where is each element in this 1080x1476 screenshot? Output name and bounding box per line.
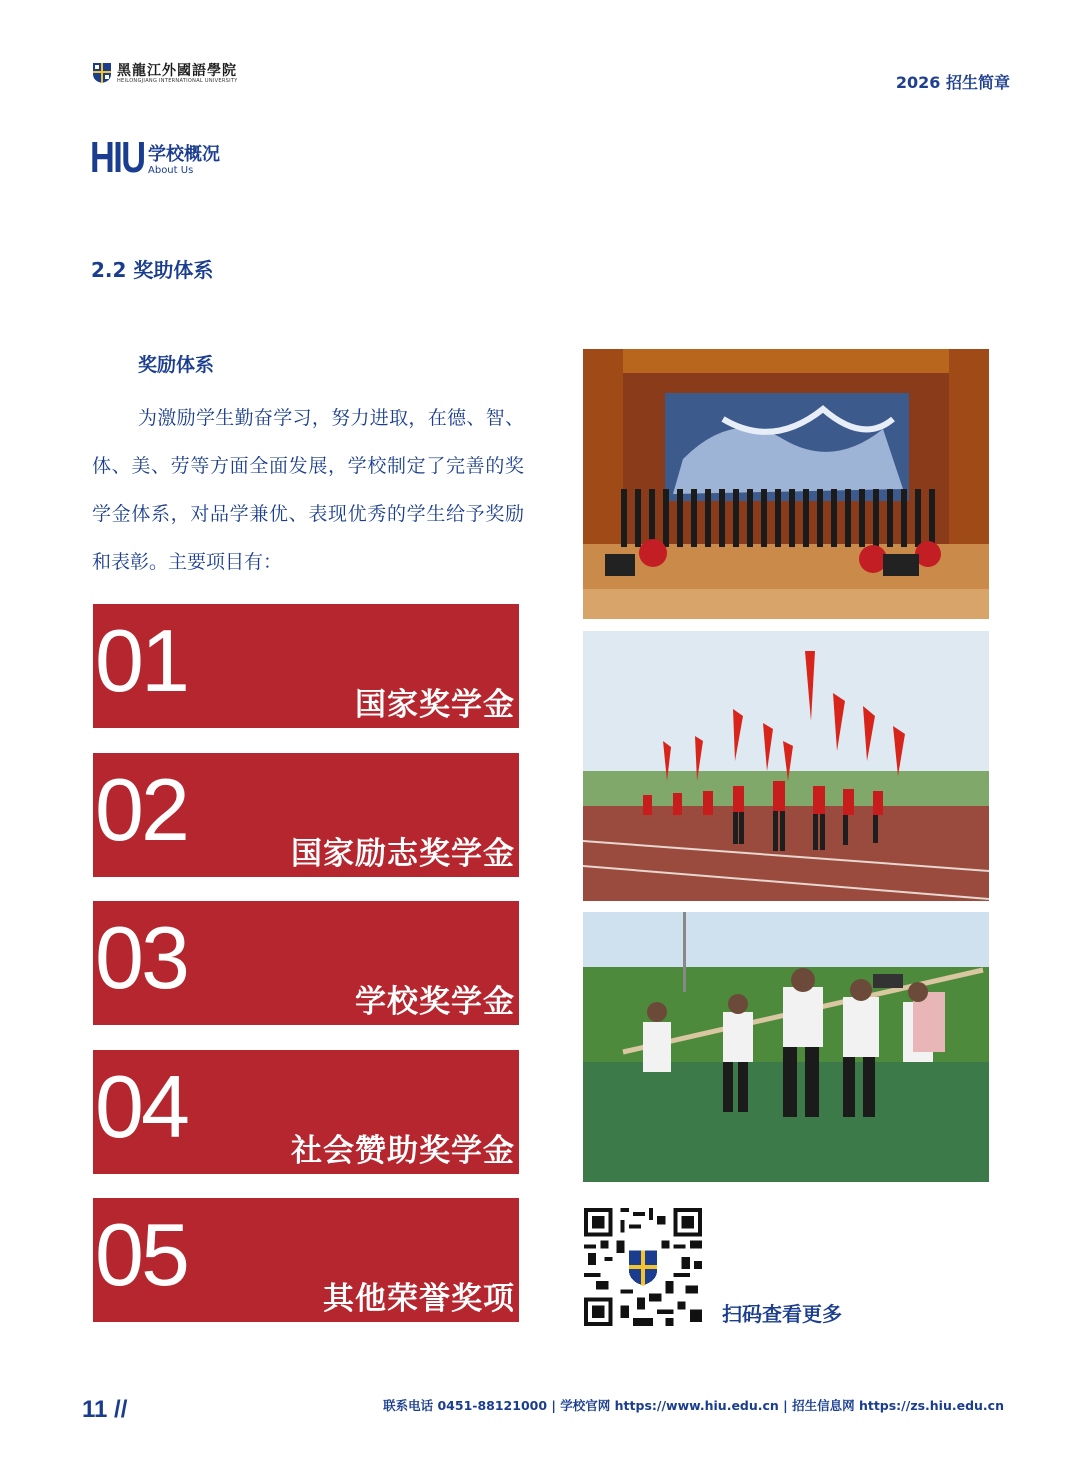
award-name: 社会赞助奖学金 <box>291 1133 515 1169</box>
award-number: 05 <box>95 1205 187 1304</box>
section-title-en: About Us <box>148 165 194 176</box>
university-emblem-icon <box>92 62 112 84</box>
award-item <box>93 604 519 728</box>
intro-heading: 奖励体系 <box>138 354 215 376</box>
award-name: 国家奖学金 <box>355 687 515 723</box>
qr-code-icon[interactable] <box>584 1208 702 1326</box>
intro-paragraph: 为激励学生勤奋学习，努力进取，在德、智、体、美、劳等方面全面发展，学校制定了完善的奖学金体系，对品学兼优、表现优秀的学生给予奖励和表彰。主要项目有： <box>92 407 524 573</box>
university-name-cn: 黑龍江外國語學院 <box>117 63 237 79</box>
award-item <box>93 1198 519 1322</box>
hiu-logo-mark: HIU <box>90 133 145 182</box>
award-name: 其他荣誉奖项 <box>323 1281 515 1317</box>
award-item <box>93 753 519 877</box>
award-name: 国家励志奖学金 <box>291 836 515 872</box>
qr-caption: 扫码查看更多 <box>722 1302 842 1326</box>
award-item <box>93 901 519 1025</box>
award-ceremony-photo <box>583 349 989 619</box>
award-number: 02 <box>95 760 187 859</box>
award-number: 04 <box>95 1057 187 1156</box>
page-number: 11 // <box>82 1396 128 1423</box>
award-name: 学校奖学金 <box>355 984 515 1020</box>
award-number: 03 <box>95 908 187 1007</box>
footer-contact-info: 联系电话 0451-88121000 | 学校官网 https://www.hiu.edu.cn | 招生信息网 https://zs.hiu.edu.cn <box>383 1398 1004 1413</box>
university-name-en: HEILONGJIANG INTERNATIONAL UNIVERSITY <box>117 78 238 84</box>
section-title-cn: 学校概况 <box>148 144 220 165</box>
award-number: 01 <box>95 611 187 710</box>
tug-of-war-photo <box>583 912 989 1182</box>
award-item <box>93 1050 519 1174</box>
subsection-heading: 2.2 奖助体系 <box>91 258 214 282</box>
brochure-title: 2026 招生简章 <box>895 73 1010 92</box>
flag-parade-photo <box>583 631 989 901</box>
